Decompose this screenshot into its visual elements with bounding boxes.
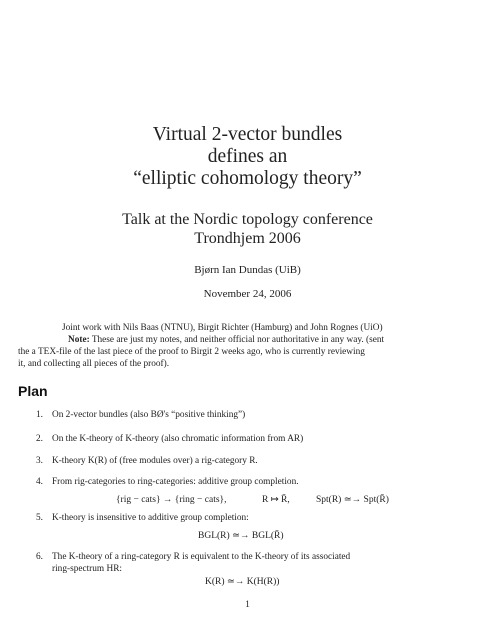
subtitle-line-1: Talk at the Nordic topology conference bbox=[122, 211, 373, 228]
intro-line-4: it, and collecting all pieces of the proof). bbox=[18, 359, 170, 369]
intro-paragraph bbox=[18, 322, 480, 370]
intro-line-3: the a TEX-file of the last piece of the proof to Birgit 2 weeks ago, who is currently reviewing bbox=[18, 347, 365, 357]
title-line-2: defines an bbox=[207, 146, 288, 167]
formula-4b: R ↦ R̄, bbox=[262, 495, 290, 505]
formula-4c: Spt(R) ≃→ Spt(R̄) bbox=[316, 495, 389, 505]
author: Bjørn Ian Dundas (UiB) bbox=[194, 264, 301, 276]
intro-line-2: Note: These are just my notes, and neither official nor authoritative in any way. (sent bbox=[68, 335, 385, 345]
date: November 24, 2006 bbox=[203, 288, 292, 300]
note-label: Note: bbox=[68, 335, 90, 345]
title-line-3: “elliptic cohomology theory” bbox=[133, 168, 362, 189]
intro-line-1: Joint work with Nils Baas (NTNU), Birgit Richter (Hamburg) and John Rognes (UiO) bbox=[62, 323, 383, 333]
section-heading: Plan bbox=[18, 383, 48, 399]
paper-page: Virtual 2-vector bundles defines an “elliptic cohomology theory” Talk at the Nordic topology conference Trondhjem 2006 Bjørn Ian Dundas (UiB) November 24, 2006 Joint work with Nils Baas (NTNU), Birgit Richter (Hamburg) and John Rognes (UiO) Note: These are just my notes, and neither official nor authoritative in any way. (sent the a TEX-file of the last piece of the proof to Birgit 2 weeks ago, who is currently reviewing it, and collecting all pieces of the proof). Plan 1. On 2-vector bundles (also BØ's “positive thinking”) 2. On the K-theory of K-theory (also chromatic information from AR) 3. K-theory K(R) of (free modules over) a rig-category R. 4. From rig-categories to ring-categories: additive group completion. {rig − cats} → {ring − cats}, R ↦ R̄, Spt(R) ≃→ Spt(R̄) 5. K-theory is insensitive to additive group completion: BGL(R) ≃→ BGL(R̄) 6. The K-theory of a ring-category R is equivalent to the K-theory of its associated ring-spectrum HR: K(R) ≃→ K(H(R)) 1 bbox=[0, 0, 495, 640]
formula-5: BGL(R) ≃→ BGL(R̄) bbox=[198, 531, 284, 541]
title-line-1: Virtual 2-vector bundles bbox=[152, 124, 343, 145]
formula-6: K(R) ≃→ K(H(R)) bbox=[205, 577, 280, 587]
subtitle-line-2: Trondhjem 2006 bbox=[194, 230, 301, 247]
formula-4a: {rig − cats} → {ring − cats}, bbox=[116, 495, 227, 505]
page-number: 1 bbox=[245, 600, 250, 610]
